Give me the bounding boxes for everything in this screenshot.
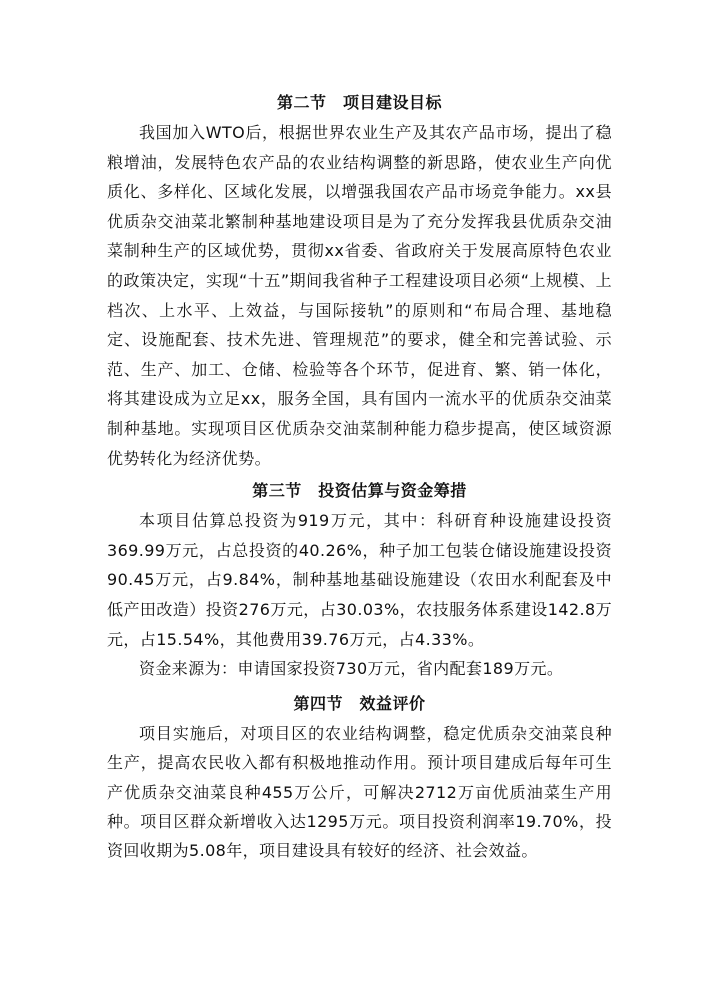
section-title: 第二节 项目建设目标: [276, 93, 442, 112]
section-investment: [107, 477, 612, 684]
paragraph: 资金来源为：申请国家投资730万元，省内配套189万元。: [139, 659, 564, 679]
paragraph: 我国加入WTO后，根据世界农业生产及其农产品市场，提出了稳粮增油，发展特色农产品的农业结构调整的新思路，使农业生产向优质化、多样化、区域化发展，以增强我国农产品市场竞争能力。xx县优质杂交油菜北繁制种基地建设项目是为了充分发挥我县优质杂交油菜制种生产的区域优势，贯彻xx省委、省政府关于发展高原特色农业的政策决定，实现“十五”期间我省种子工程建设项目必须“上规模、上档次、上水平、上效益，与国际接轨”的原则和“布局合理、基地稳定、设施配套、技术先进、管理规范”的要求，健全和完善试验、示范、生产、加工、仓储、检验等各个环节，促进育、繁、销一体化，将其建设成为立足xx，服务全国，具有国内一流水平的优质杂交油菜制种基地。实现项目区优质杂交油菜制种能力稳步提高，使区域资源优势转化为经济优势。: [107, 123, 612, 468]
paragraph: 项目实施后，对项目区的农业结构调整，稳定优质杂交油菜良种生产，提高农民收入都有积极地推动作用。预计项目建成后每年可生产优质杂交油菜良种455万公斤，可解决2712万亩优质油菜生产用种。项目区群众新增收入达1295万元。项目投资利润率19.70%，投资回收期为5.08年，项目建设具有较好的经济、社会效益。: [107, 723, 612, 861]
document-body: [107, 89, 612, 866]
paragraph: 本项目估算总投资为919万元，其中：科研育种设施建设投资369.99万元，占总投资的40.26%，种子加工包装仓储设施建设投资90.45万元，占9.84%，制种基地基础设施建设（农田水利配套及中低产田改造）投资276万元，占30.03%，农技服务体系建设142.8万元，占15.54%，其他费用39.76万元，占4.33%。: [107, 511, 612, 649]
section-title: 第三节 投资估算与资金筹措: [252, 481, 467, 501]
section-title: 第四节 效益评价: [293, 693, 426, 713]
section-benefit-evaluation: [107, 690, 612, 866]
section-project-goals: [107, 89, 612, 473]
